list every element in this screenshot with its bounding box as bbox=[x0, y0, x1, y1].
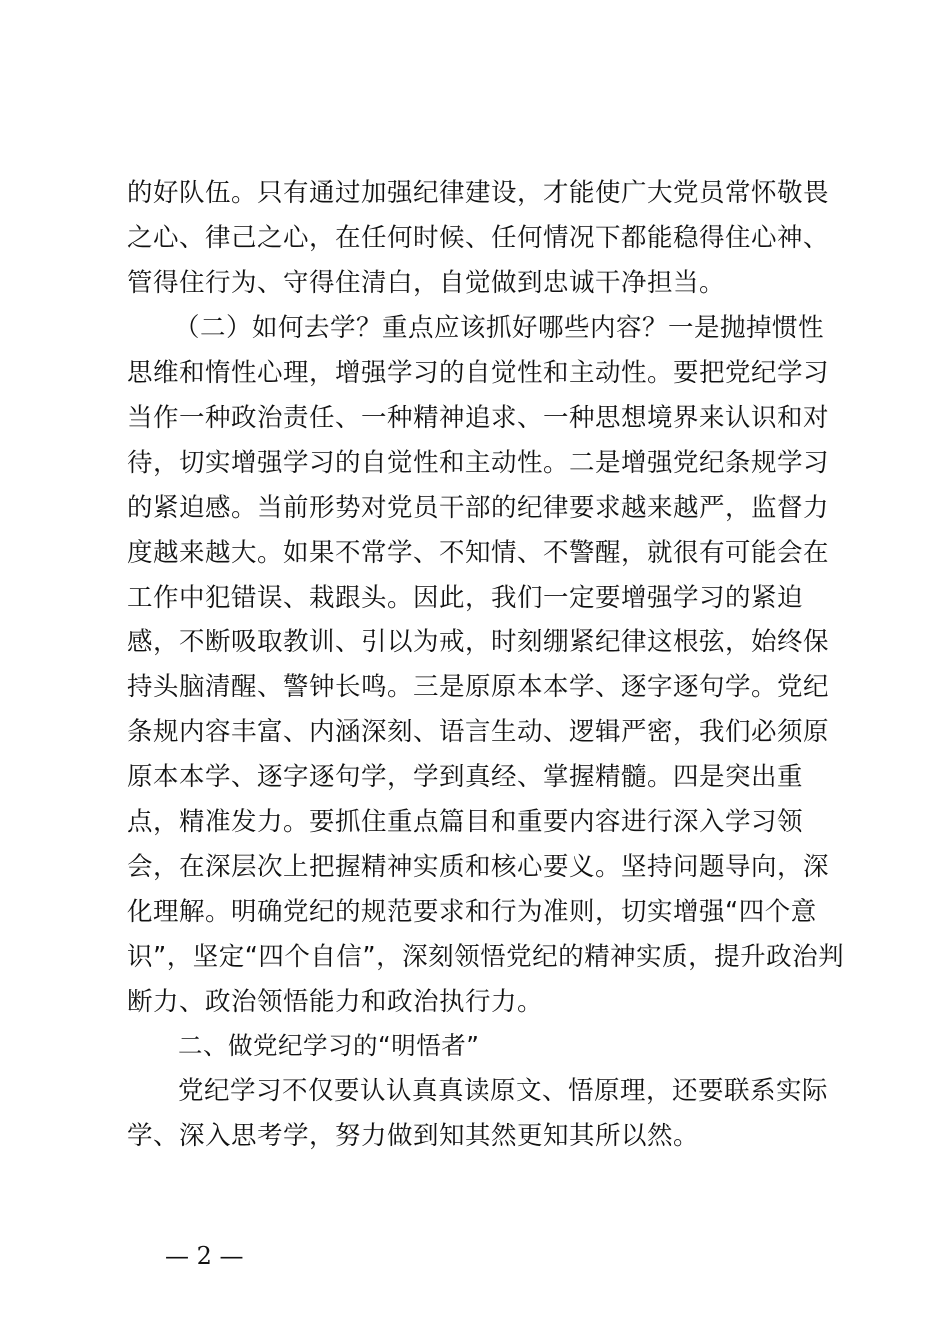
text-line: 的好队伍。只有通过加强纪律建设，才能使广大党员常怀敬畏 bbox=[127, 178, 830, 208]
text-line: （二）如何去学？重点应该抓好哪些内容？一是抛掉惯性 bbox=[174, 313, 825, 343]
text-line: 化理解。明确党纪的规范要求和行为准则，切实增强“四个意 bbox=[127, 897, 817, 927]
text-line: 断力、政治领悟能力和政治执行力。 bbox=[127, 987, 544, 1017]
text-line: 持头脑清醒、警钟长鸣。三是原原本本学、逐字逐句学。党纪 bbox=[127, 672, 830, 702]
text-line: 度越来越大。如果不常学、不知情、不警醒，就很有可能会在 bbox=[127, 538, 830, 568]
text-line: 感，不断吸取教训、引以为戒，时刻绷紧纪律这根弦，始终保 bbox=[127, 627, 830, 657]
text-line: 之心、律己之心，在任何时候、任何情况下都能稳得住心神、 bbox=[127, 223, 830, 253]
text-line: 管得住行为、守得住清白，自觉做到忠诚干净担当。 bbox=[127, 268, 726, 298]
text-line: 原本本学、逐字逐句学，学到真经、掌握精髓。四是突出重 bbox=[127, 762, 804, 792]
text-line: 党纪学习不仅要认认真真读原文、悟原理，还要联系实际 bbox=[178, 1076, 829, 1106]
text-line: 条规内容丰富、内涵深刻、语言生动、逻辑严密，我们必须原 bbox=[127, 717, 830, 747]
text-line: 的紧迫感。当前形势对党员干部的纪律要求越来越严，监督力 bbox=[127, 493, 830, 523]
text-line: 思维和惰性心理，增强学习的自觉性和主动性。要把党纪学习 bbox=[127, 358, 830, 388]
text-line: 点，精准发力。要抓住重点篇目和重要内容进行深入学习领 bbox=[127, 807, 804, 837]
text-line: 工作中犯错误、栽跟头。因此，我们一定要增强学习的紧迫 bbox=[127, 583, 804, 613]
text-line: 当作一种政治责任、一种精神追求、一种思想境界来认识和对 bbox=[127, 403, 830, 433]
text-line: 会，在深层次上把握精神实质和核心要义。坚持问题导向，深 bbox=[127, 852, 830, 882]
text-line: 学、深入思考学，努力做到知其然更知其所以然。 bbox=[127, 1121, 700, 1151]
page-number: — 2 — bbox=[165, 1242, 244, 1270]
section-heading: 二、做党纪学习的“明悟者” bbox=[178, 1031, 480, 1060]
text-line: 识”，坚定“四个自信”，深刻领悟党纪的精神实质，提升政治判 bbox=[127, 942, 845, 972]
text-line: 待，切实增强学习的自觉性和主动性。二是增强党纪条规学习 bbox=[127, 448, 830, 478]
